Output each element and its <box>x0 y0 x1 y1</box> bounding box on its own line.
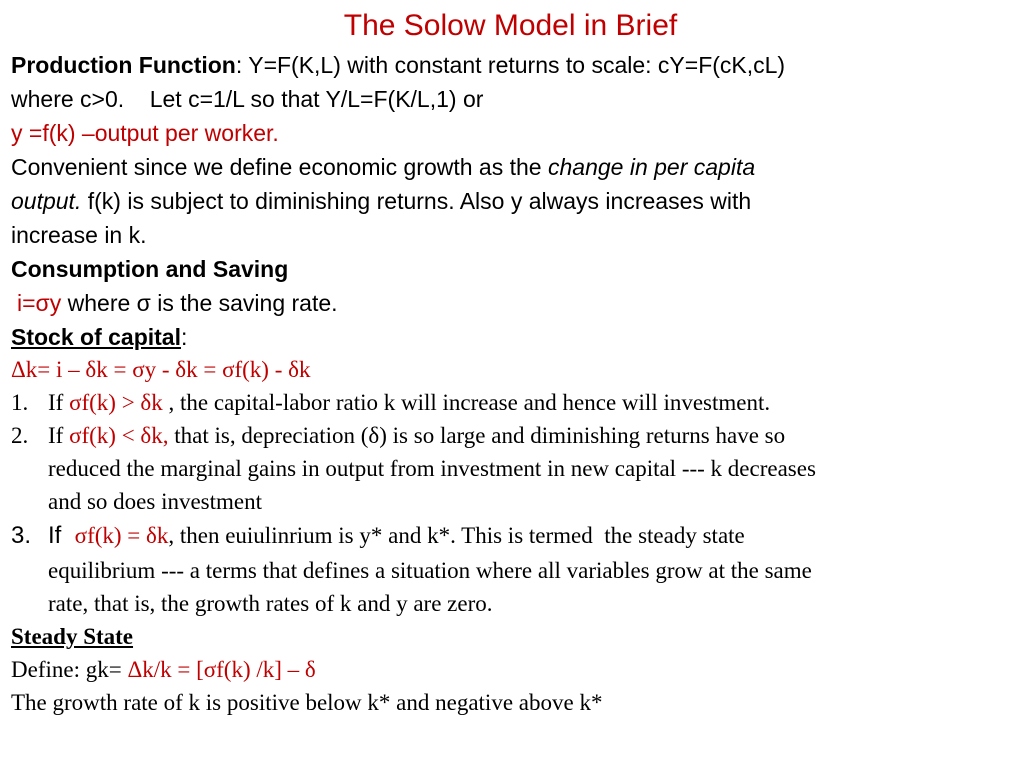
production-line-6: increase in k. <box>11 222 147 248</box>
steady-state-heading: Steady State <box>11 624 134 649</box>
list-item <box>11 386 1010 419</box>
list-item-lead: If <box>48 423 70 448</box>
capital-heading: Stock of capital <box>11 324 181 350</box>
output-per-worker: y =f(k) –output per worker. <box>11 120 279 146</box>
diminishing-returns-text: f(k) is subject to diminishing returns. Also y always increases with <box>81 188 752 214</box>
list-item-lead: If <box>48 522 75 549</box>
list-item-text: , then euiulinrium is y* and k*. This is termed the steady state <box>168 523 745 548</box>
production-line-1 <box>11 48 1010 82</box>
capital-heading-colon: : <box>180 324 188 350</box>
define-formula: Δk/k = [σf(k) /k] – δ <box>127 657 316 682</box>
list-item-condition: σf(k) = δk <box>74 523 169 548</box>
list-item-condition: σf(k) < δk, <box>69 423 169 448</box>
list-item-continuation: equilibrium --- a terms that defines a situation where all variables grow at the same <box>48 558 812 583</box>
slide <box>0 8 1024 768</box>
slide-title: The Solow Model in Brief <box>343 9 678 42</box>
growth-emphasis: change in per capita <box>547 154 756 180</box>
steady-state-definition <box>11 653 1010 686</box>
production-definition: : Y=F(K,L) with constant returns to scale: cY=F(cK,cL) <box>235 52 786 78</box>
list-item-continuation: reduced the marginal gains in output from investment in new capital --- k decreases <box>48 456 816 481</box>
list-item-text: that is, depreciation (δ) is so large and diminishing returns have so <box>168 423 786 448</box>
list-item-condition: σf(k) > δk <box>69 390 163 415</box>
growth-rate-statement: The growth rate of k is positive below k* and negative above k* <box>11 690 603 715</box>
capital-heading-line <box>11 320 1010 354</box>
list-item-number: 2. <box>11 423 29 448</box>
production-line-4 <box>11 150 1010 184</box>
growth-text: Convenient since we define economic growth as the <box>11 154 548 180</box>
saving-rate-text: where σ is the saving rate. <box>61 290 338 316</box>
list-item-continuation: and so does investment <box>48 489 262 514</box>
list-item-continuation: rate, that is, the growth rates of k and y are zero. <box>48 591 493 616</box>
production-line-5 <box>11 184 1010 218</box>
saving-line <box>11 286 1010 320</box>
list-item <box>11 419 1010 452</box>
list-item-number: 1. <box>11 390 29 415</box>
saving-formula: i=σy <box>17 290 62 316</box>
output-emphasis: output. <box>11 188 82 214</box>
define-lead: Define: gk= <box>11 657 128 682</box>
consumption-heading: Consumption and Saving <box>11 256 289 282</box>
list-item-number: 3. <box>11 522 32 549</box>
list-item-text: , the capital-labor ratio k will increase and hence will investment. <box>162 390 771 415</box>
production-heading: Production Function <box>11 52 236 78</box>
capital-equation: Δk= i – δk = σy - δk = σf(k) - δk <box>11 357 311 382</box>
list-item <box>11 518 1010 554</box>
list-item-lead: If <box>48 390 70 415</box>
production-line-2: where c>0. Let c=1/L so that Y/L=F(K/L,1) or <box>11 86 484 112</box>
